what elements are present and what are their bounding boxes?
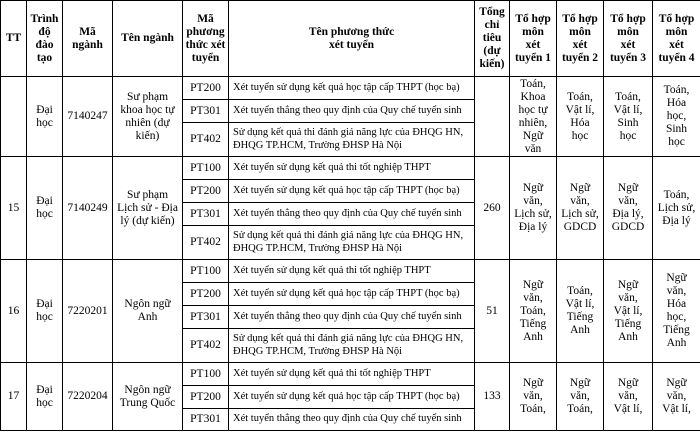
- method-code-cell: PT402: [183, 329, 229, 363]
- row-code: 7140249: [63, 157, 113, 260]
- row-quota: 51: [475, 260, 510, 363]
- row-combo-3: Ngữ văn, Địa lý, GDCD: [604, 157, 653, 260]
- row-combo-1: Ngữ văn, Lịch sử, Địa lý: [510, 157, 557, 260]
- row-combo-1: Ngữ văn, Toán,: [510, 363, 557, 431]
- row-level: Đại học: [27, 363, 63, 431]
- method-code-cell: PT402: [183, 226, 229, 260]
- header-level: Trình độ đào tạo: [27, 1, 63, 77]
- row-name: Sư phạm Lịch sử - Địa lý (dự kiến): [113, 157, 183, 260]
- table-body: [1, 77, 700, 431]
- row-quota: 260: [475, 157, 510, 260]
- header-combo-3: Tổ hợp môn xét tuyển 3: [604, 1, 653, 77]
- row-name: Ngôn ngữ Trung Quốc: [113, 363, 183, 431]
- table-row: [1, 77, 700, 100]
- header-method-code: Mã phương thức xét tuyển: [183, 1, 229, 77]
- method-name-cell: Xét tuyển thẳng theo quy định của Quy chế tuyển sinh: [229, 306, 475, 329]
- row-combo-3: Ngữ văn, Vật lí,: [604, 363, 653, 431]
- row-level: Đại học: [27, 260, 63, 363]
- method-name-cell: Xét tuyển thẳng theo quy định của Quy chế tuyển sinh: [229, 409, 475, 431]
- row-combo-1: Ngữ văn, Toán, Tiếng Anh: [510, 260, 557, 363]
- method-name-cell: Xét tuyển sử dụng kết quả thi tốt nghiệp THPT: [229, 260, 475, 283]
- method-name-cell: Xét tuyển sử dụng kết quả học tập cấp THPT (học bạ): [229, 180, 475, 203]
- row-tt: 16: [1, 260, 27, 363]
- method-name-cell: Xét tuyển thẳng theo quy định của Quy chế tuyển sinh: [229, 100, 475, 123]
- method-code-cell: PT200: [183, 283, 229, 306]
- method-code-cell: PT301: [183, 100, 229, 123]
- row-level: Đại học: [27, 157, 63, 260]
- method-code-cell: PT100: [183, 260, 229, 283]
- row-combo-3: Toán, Vật lí, Sinh học: [604, 77, 653, 157]
- method-name-cell: Sử dụng kết quả thi đánh giá năng lực của ĐHQG HN, ĐHQG TP.HCM, Trường ĐHSP Hà Nội: [229, 226, 475, 260]
- row-combo-4: Toán, Lịch sử, Địa lý: [653, 157, 700, 260]
- header-combo-4: Tổ hợp môn xét tuyển 4: [653, 1, 700, 77]
- row-code: 7220201: [63, 260, 113, 363]
- header-code: Mã ngành: [63, 1, 113, 77]
- row-combo-2: Toán, Vật lí, Tiếng Anh: [557, 260, 604, 363]
- row-combo-4: Toán, Hóa học, Sinh học: [653, 77, 700, 157]
- header-method-name: Tên phương thức xét tuyển: [229, 1, 475, 77]
- row-combo-1: Toán, Khoa học tự nhiên, Ngữ văn: [510, 77, 557, 157]
- method-code-cell: PT402: [183, 123, 229, 157]
- row-tt: 17: [1, 363, 27, 431]
- row-name: Ngôn ngữ Anh: [113, 260, 183, 363]
- method-name-cell: Xét tuyển sử dụng kết quả thi tốt nghiệp THPT: [229, 157, 475, 180]
- method-code-cell: PT200: [183, 386, 229, 409]
- header-combo-1: Tổ hợp môn xét tuyển 1: [510, 1, 557, 77]
- row-code: 7140247: [63, 77, 113, 157]
- row-tt: 15: [1, 157, 27, 260]
- row-level: Đại học: [27, 77, 63, 157]
- row-name: Sư phạm khoa học tự nhiên (dự kiến): [113, 77, 183, 157]
- row-quota: 133: [475, 363, 510, 431]
- row-combo-4: Ngữ văn, Vật lí,: [653, 363, 700, 431]
- header-quota: Tổng chỉ tiêu (dự kiến): [475, 1, 510, 77]
- method-code-cell: PT301: [183, 409, 229, 431]
- row-code: 7220204: [63, 363, 113, 431]
- method-name-cell: Xét tuyển sử dụng kết quả học tập cấp THPT (học bạ): [229, 386, 475, 409]
- table-row: [1, 157, 700, 180]
- header-name: Tên ngành: [113, 1, 183, 77]
- header-combo-2: Tổ hợp môn xét tuyển 2: [557, 1, 604, 77]
- method-name-cell: Xét tuyển thẳng theo quy định của Quy chế tuyển sinh: [229, 203, 475, 226]
- method-code-cell: PT301: [183, 203, 229, 226]
- method-code-cell: PT100: [183, 157, 229, 180]
- method-code-cell: PT301: [183, 306, 229, 329]
- table-row: [1, 363, 700, 386]
- table-row: [1, 260, 700, 283]
- row-combo-2: Ngữ văn, Toán,: [557, 363, 604, 431]
- row-quota: [475, 77, 510, 157]
- header-tt: TT: [1, 1, 27, 77]
- method-name-cell: Sử dụng kết quả thi đánh giá năng lực của ĐHQG HN, ĐHQG TP.HCM, Trường ĐHSP Hà Nội: [229, 123, 475, 157]
- method-name-cell: Sử dụng kết quả thi đánh giá năng lực của ĐHQG HN, ĐHQG TP.HCM, Trường ĐHSP Hà Nội: [229, 329, 475, 363]
- row-combo-2: Toán, Vật lí, Hóa học: [557, 77, 604, 157]
- row-combo-3: Ngữ văn, Vật lí, Tiếng Anh: [604, 260, 653, 363]
- method-code-cell: PT200: [183, 77, 229, 100]
- row-combo-2: Ngữ văn, Lịch sử, GDCD: [557, 157, 604, 260]
- header-row: [1, 1, 700, 77]
- row-tt: [1, 77, 27, 157]
- method-name-cell: Xét tuyển sử dụng kết quả học tập cấp THPT (học bạ): [229, 283, 475, 306]
- method-name-cell: Xét tuyển sử dụng kết quả học tập cấp THPT (học bạ): [229, 77, 475, 100]
- method-code-cell: PT200: [183, 180, 229, 203]
- row-combo-4: Ngữ văn, Hóa học, Tiếng Anh: [653, 260, 700, 363]
- method-name-cell: Xét tuyển sử dụng kết quả thi tốt nghiệp THPT: [229, 363, 475, 386]
- method-code-cell: PT100: [183, 363, 229, 386]
